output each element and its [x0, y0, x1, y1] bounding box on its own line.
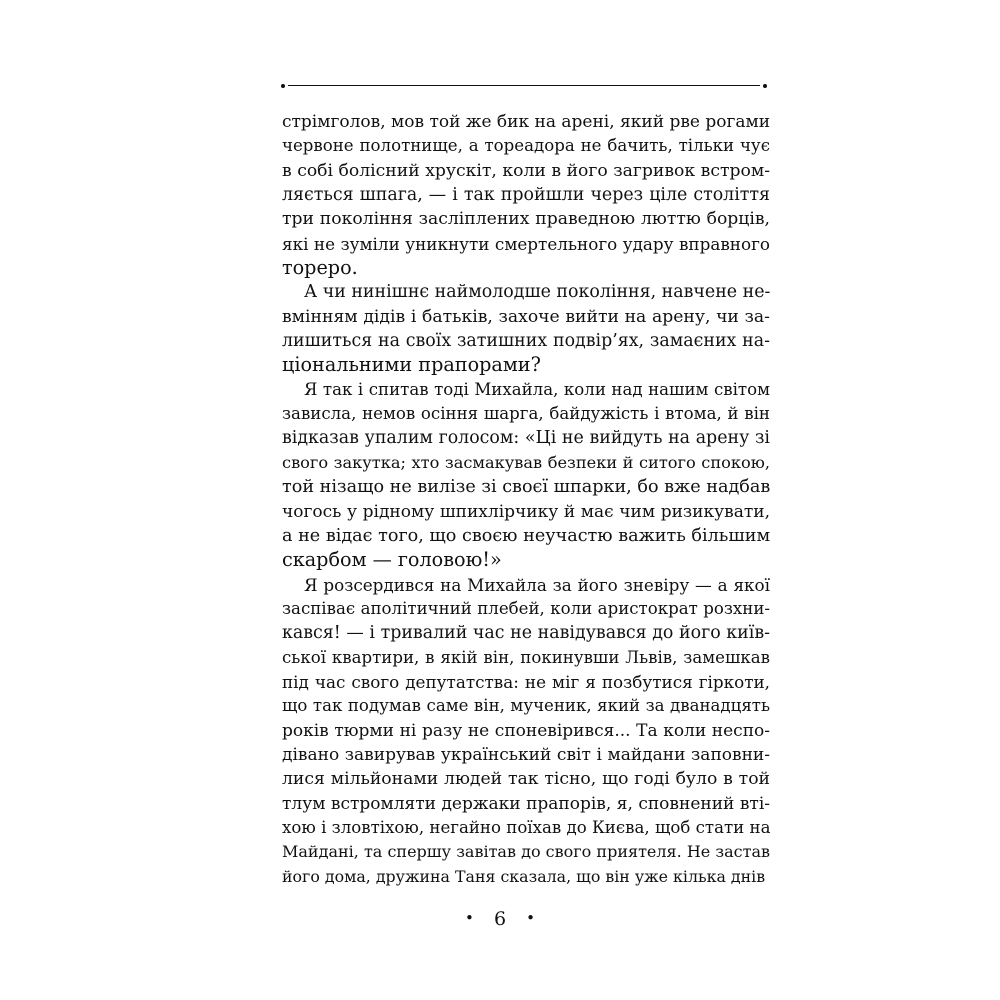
text-line: ціональними прапорами?: [282, 353, 541, 377]
text-line: ляється шпага, — і так пройшли через ціле століття: [282, 185, 770, 206]
text-line: червоне полотнище, а тореадора не бачить, тільки чує: [282, 136, 770, 156]
page-number: 6: [493, 908, 507, 930]
paragraph: [282, 280, 770, 377]
text-line: лишиться на своїх затишних подвір’ях, замаєних на-: [282, 331, 770, 352]
text-line: свого закутка; хто засмакував безпеки й ситого спокою,: [282, 452, 770, 472]
text-line: тлум встромляти держаки прапорів, я, сповнений вті-: [282, 793, 770, 814]
text-line: чогось у рідному шпихлірчику й має чим ризикувати,: [282, 501, 770, 522]
paragraph: [282, 378, 770, 573]
text-line: під час свого депутатства: не міг я позбутися гіркоти,: [282, 671, 770, 692]
text-line: ської квартири, в якій він, покинувши Львів, замешкав: [282, 647, 770, 667]
text-line: років тюрми ні разу не споневірився... Та коли неспо-: [282, 720, 770, 741]
text-line: хою і зловтіхою, негайно поїхав до Києва, щоб стати на: [282, 817, 771, 837]
paragraph: [282, 573, 770, 889]
text-line: стрімголов, мов той же бик на арені, який рве рогами: [282, 112, 771, 132]
text-line: Я так і спитав тоді Михайла, коли над нашим світом: [304, 379, 770, 399]
header-rule-dot-right: [763, 84, 767, 88]
text-line: тореро.: [282, 256, 358, 280]
text-line: зависла, немов осіння шарга, байдужість і втома, й він: [282, 404, 770, 424]
text-line: А чи нинішнє наймолодше покоління, навчене не-: [304, 282, 771, 303]
header-rule: [281, 84, 767, 88]
text-line: Я розсердився на Михайла за його зневіру — а якої: [304, 574, 770, 595]
text-line: що так подумав саме він, мученик, який за дванадцять: [282, 696, 770, 716]
text-line: заспіває аполітичний плебей, коли аристократ розхни-: [282, 598, 770, 618]
paragraph: [282, 110, 770, 280]
page-footer: [0, 908, 1000, 930]
body-text: [282, 110, 770, 889]
text-line: які не зуміли уникнути смертельного удару вправного: [282, 233, 770, 254]
text-line: той нізащо не вилізе зі своєї шпарки, бо вже надбав: [282, 477, 771, 498]
text-line: вмінням дідів і батьків, захоче вийти на арену, чи за-: [282, 306, 770, 327]
text-line: відказав упалим голосом: «Ці не вийдуть на арену зі: [282, 428, 770, 449]
header-rule-dot-left: [281, 84, 285, 88]
text-line: в собі болісний хрускіт, коли в його загривок встром-: [282, 160, 770, 181]
folio-bullet-right: •: [526, 909, 535, 927]
text-line: кався! — і тривалий час не навідувався до його київ-: [282, 623, 770, 644]
header-rule-line: [288, 85, 760, 86]
text-line: скарбом — головою!»: [282, 548, 502, 572]
text-line: а не відає того, що своєю неучастю важить більшим: [282, 525, 771, 546]
text-line: дівано завирував український світ і майдани заповни-: [282, 744, 770, 765]
folio-bullet-left: •: [465, 909, 474, 927]
text-line: Майдані, та спершу завітав до свого приятеля. Не застав: [282, 842, 770, 862]
text-line: три покоління засліплених праведною люттю борців,: [282, 209, 770, 230]
text-line: лися мільйонами людей так тісно, що годі було в той: [282, 769, 770, 790]
text-line: його дома, дружина Таня сказала, що він уже кілька днів: [282, 866, 766, 886]
